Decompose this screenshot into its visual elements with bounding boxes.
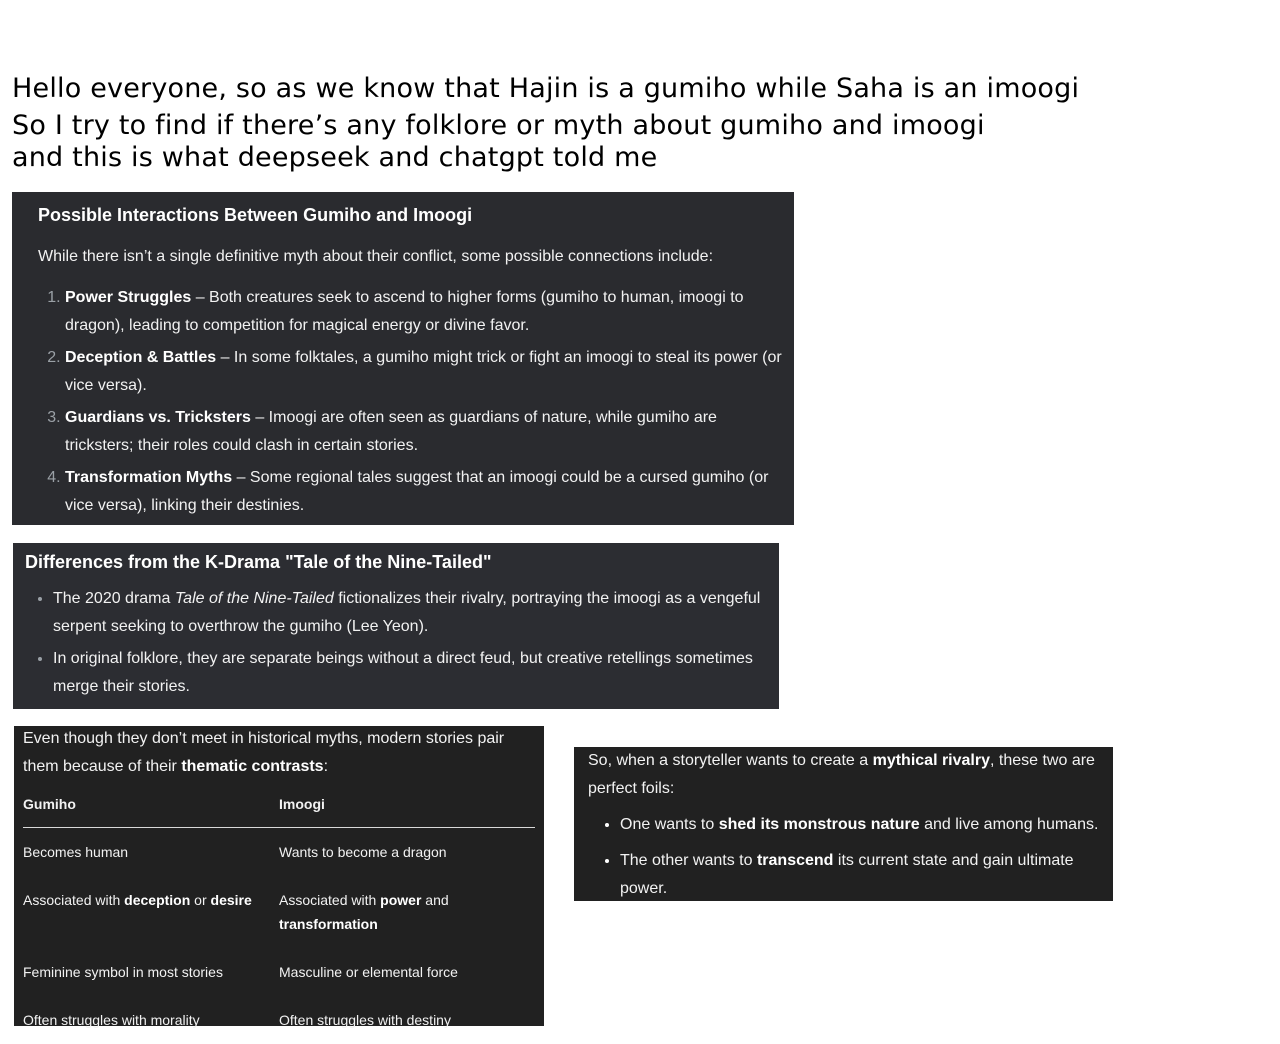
intro-line-2: So I try to find if there’s any folklore or myth about gumiho and imoogi — [12, 110, 985, 141]
differences-list — [13, 585, 771, 701]
table-cell: Wants to become a dragon — [279, 844, 447, 860]
intro-text: : — [323, 758, 329, 775]
differences-panel — [13, 543, 779, 709]
bullet-text: fictionalizes their rivalry, portraying the imoogi as a vengeful serpent seeking to overthrow the gumiho (Lee Yeon). — [53, 590, 761, 635]
interactions-panel — [12, 192, 794, 525]
item-text: – Some regional tales suggest that an imoogi could be a cursed gumiho (or vice versa), linking their destinies. — [65, 469, 769, 514]
intro-line-3: and this is what deepseek and chatgpt told me — [12, 142, 658, 173]
table-cell: Often struggles with morality — [23, 1012, 200, 1028]
column-header-gumiho: Gumiho — [23, 794, 279, 828]
interactions-intro: While there isn’t a single definitive myth about their conflict, some possible connections include: — [38, 248, 714, 265]
item-heading: Power Struggles — [65, 289, 192, 306]
table-cell: Masculine or elemental force — [279, 964, 458, 980]
interactions-title: Possible Interactions Between Gumiho and Imoogi — [38, 205, 473, 225]
item-heading: Deception & Battles — [65, 349, 217, 366]
table-cell: Becomes human — [23, 844, 129, 860]
table-row — [23, 996, 535, 1044]
intro-text: , these two are perfect foils: — [588, 752, 1095, 797]
list-item — [53, 585, 771, 641]
table-cell: Often struggles with destiny — [279, 1012, 451, 1028]
column-header-imoogi: Imoogi — [279, 794, 535, 828]
item-heading: Guardians vs. Tricksters — [65, 409, 251, 426]
list-item: • One wants to shed its monstrous nature and live among humans. — [620, 811, 1103, 839]
item-text: – In some folktales, a gumiho might trick or fight an imoogi to steal its power (or vice versa). — [65, 349, 782, 394]
list-item — [65, 464, 782, 520]
contrasts-intro — [23, 725, 535, 781]
intro-text: Even though they don’t meet in historical myths, modern stories pair them because of their — [23, 730, 505, 775]
list-item: • The other wants to transcend its current state and gain ultimate power. — [620, 847, 1103, 903]
table-row — [23, 948, 535, 996]
list-item: • In original folklore, they are separate beings without a direct feud, but creative retellings sometimes merge their stories. — [53, 645, 771, 701]
list-item — [65, 344, 782, 400]
bullet-text: The 2020 drama — [53, 590, 175, 607]
table-cell: Feminine symbol in most stories — [23, 964, 223, 980]
interactions-list — [38, 284, 782, 520]
item-heading: Transformation Myths — [65, 469, 233, 486]
table-cell: Associated with power and transformation — [279, 892, 449, 932]
intro-emphasis: thematic contrasts — [181, 758, 324, 775]
rivalry-list — [588, 811, 1103, 903]
rivalry-intro — [588, 747, 1103, 803]
intro-emphasis: mythical rivalry — [872, 752, 990, 769]
table-row — [23, 876, 535, 948]
comparison-table — [23, 794, 535, 1044]
item-text: – Imoogi are often seen as guardians of nature, while gumiho are tricksters; their roles could clash in certain stories. — [65, 409, 717, 454]
intro-line-1: Hello everyone, so as we know that Hajin is a gumiho while Saha is an imoogi — [12, 73, 1080, 104]
drama-title: Tale of the Nine-Tailed — [174, 590, 334, 607]
rivalry-panel — [574, 747, 1113, 901]
table-cell: Associated with deception or desire — [23, 892, 252, 908]
list-item — [65, 404, 782, 460]
contrasts-panel — [14, 726, 544, 1026]
table-header-row — [23, 794, 535, 828]
table-row — [23, 828, 535, 877]
differences-title: Differences from the K-Drama "Tale of the Nine-Tailed" — [25, 552, 492, 572]
list-item — [65, 284, 782, 340]
intro-text: So, when a storyteller wants to create a — [588, 752, 873, 769]
item-text: – Both creatures seek to ascend to higher forms (gumiho to human, imoogi to dragon), leading to competition for magical energy or divine favor. — [65, 289, 744, 334]
